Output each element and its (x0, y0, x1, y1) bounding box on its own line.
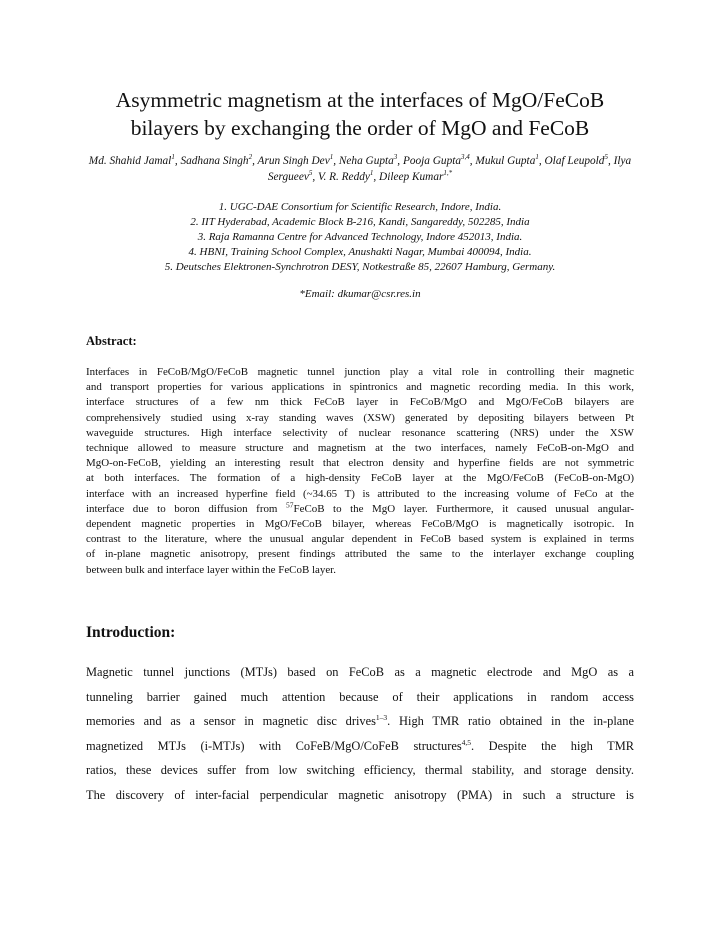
abstract-line: dependent magnetic properties in MgO/FeCoB bilayer, whereas FeCoB/MgO is magnetically isotropic. In (86, 518, 634, 531)
author-name: V. R. Reddy (318, 171, 370, 183)
title-line-1: Asymmetric magnetism at the interfaces of MgO/FeCoB (115, 88, 605, 112)
affiliation: 3. Raja Ramanna Centre for Advanced Technology, Indore 452013, India. (197, 231, 523, 243)
abstract-line: between bulk and interface layer within the FeCoB layer. (86, 563, 336, 576)
author: Ilya Sergueev$^5$, (267, 155, 632, 183)
superscript: 1–3 (375, 712, 388, 722)
author-affiliation-mark: 1,* (443, 169, 453, 178)
abstract-line: contrast to the literature, where the unusual angular dependent in FeCoB based system is explained in terms (86, 533, 634, 546)
author-affiliation-mark: 2 (248, 153, 253, 162)
introduction-heading: Introduction: (86, 624, 176, 641)
author-name: Dileep Kumar (379, 171, 444, 183)
introduction-line: tunneling barrier gained much attention because of their applications in random access (86, 689, 634, 704)
introduction-body (86, 660, 634, 807)
author-affiliation-mark: 3 (393, 153, 398, 162)
author-affiliation-mark: 5 (604, 153, 608, 162)
introduction-line: Magnetic tunnel junctions (MTJs) based on FeCoB as a magnetic electrode and MgO as a (86, 665, 634, 679)
abstract-body (86, 365, 634, 578)
abstract-line: interface with an increased hyperfine field (~34.65 T) is attributed to the increasing volume of FeCo at the (86, 487, 634, 500)
abstract-line: comprehensively studied using x-ray standing waves (XSW) generated by depositing bilayers between Pt (86, 411, 634, 424)
author-affiliation-mark: 1 (535, 153, 539, 162)
abstract-line: technique allowed to measure structure and magnetism at the two interfaces, namely FeCoB-on-MgO and (86, 442, 634, 455)
introduction-line: The discovery of inter-facial perpendicular magnetic anisotropy (PMA) in such a structure is (86, 787, 634, 802)
author-affiliation-mark: 1 (171, 153, 175, 162)
author-name: Ilya Sergueev (267, 155, 632, 183)
affiliation: 5. Deutsches Elektronen-Synchrotron DESY, Notkestraße 85, 22607 Hamburg, Germany. (164, 261, 556, 273)
introduction-line: ratios, these devices suffer from low switching efficiency, thermal stability, and storage density. (86, 763, 634, 777)
author-name: Olaf Leupold (544, 155, 605, 167)
author-list (80, 153, 640, 185)
author: Neha Gupta$^3$, (338, 153, 403, 167)
author-affiliation-mark: 5 (308, 169, 313, 178)
author-name: Mukul Gupta (475, 155, 536, 167)
corresponding-email: *Email: dkumar@csr.res.in (299, 288, 421, 300)
affiliation: 4. HBNI, Training School Complex, Anushakti Nagar, Mumbai 400094, India. (188, 246, 532, 258)
introduction-line: memories and as a sensor in magnetic disc drives$^{1-3}$. High TMR ratio obtained in the in-plane (86, 712, 634, 728)
author: Olaf Leupold$^5$, (544, 153, 614, 167)
title-line-2: bilayers by exchanging the order of MgO and FeCoB (130, 116, 590, 140)
author (379, 171, 452, 183)
superscript: 4,5 (461, 737, 472, 747)
abstract-line: at both interfaces. The formation of a high-density FeCoB layer at the MgO/FeCoB (FeCoB-on-MgO) (86, 472, 634, 485)
affiliation-list (80, 200, 640, 275)
author-name: Md. Shahid Jamal (88, 155, 172, 167)
author-affiliation-mark: 3,4 (461, 153, 470, 162)
author-name: Sadhana Singh (180, 155, 249, 167)
superscript: 57 (286, 500, 294, 510)
author-name: Arun Singh Dev (257, 155, 330, 167)
abstract-line: of in-plane magnetic anisotropy, present findings attributed the same to the interlayer exchange coupling (86, 548, 634, 561)
paper-title (60, 86, 660, 142)
author: Sadhana Singh$^2$, (180, 153, 258, 167)
affiliation: 2. IIT Hyderabad, Academic Block B-216, Kandi, Sangareddy, 502285, India (190, 216, 530, 228)
abstract-line: interface structures of a few nm thick FeCoB layer in FeCoB/MgO and MgO/FeCoB bilayers are (86, 396, 634, 409)
author-affiliation-mark: 1 (369, 169, 374, 178)
author-name: Pooja Gupta (402, 155, 462, 167)
author: V. R. Reddy$^1$, (318, 169, 380, 183)
author: Pooja Gupta$^{3,4}$, (402, 153, 476, 167)
author-name: Neha Gupta (338, 155, 394, 167)
author: Md. Shahid Jamal$^1$, (88, 153, 181, 167)
affiliation: 1. UGC-DAE Consortium for Scientific Research, Indore, India. (218, 201, 502, 213)
abstract-line: MgO-on-FeCoB, yielding an interesting result that electron density and hyperfine fields are not symmetric (86, 457, 634, 470)
author-affiliation-mark: 1 (329, 153, 334, 162)
abstract-heading: Abstract: (86, 334, 137, 348)
abstract-line: interface due to boron diffusion from $^{57}$FeCoB to the MgO layer. Furthermore, it caused unusual angular- (86, 500, 634, 515)
abstract-line: and transport properties for various applications in spintronics and magnetic recording media. In this work, (86, 381, 634, 394)
author: Arun Singh Dev$^1$, (257, 153, 339, 167)
abstract-line: waveguide structures. High interface selectivity of nuclear resonance scattering (NRS) under the XSW (86, 426, 634, 439)
abstract-line: Interfaces in FeCoB/MgO/FeCoB magnetic tunnel junction play a vital role in controlling their magnetic (86, 366, 634, 378)
author: Mukul Gupta$^1$, (475, 153, 545, 167)
introduction-line: magnetized MTJs (i-MTJs) with CoFeB/MgO/CoFeB structures$^{4,5}$. Despite the high TMR (86, 737, 634, 753)
